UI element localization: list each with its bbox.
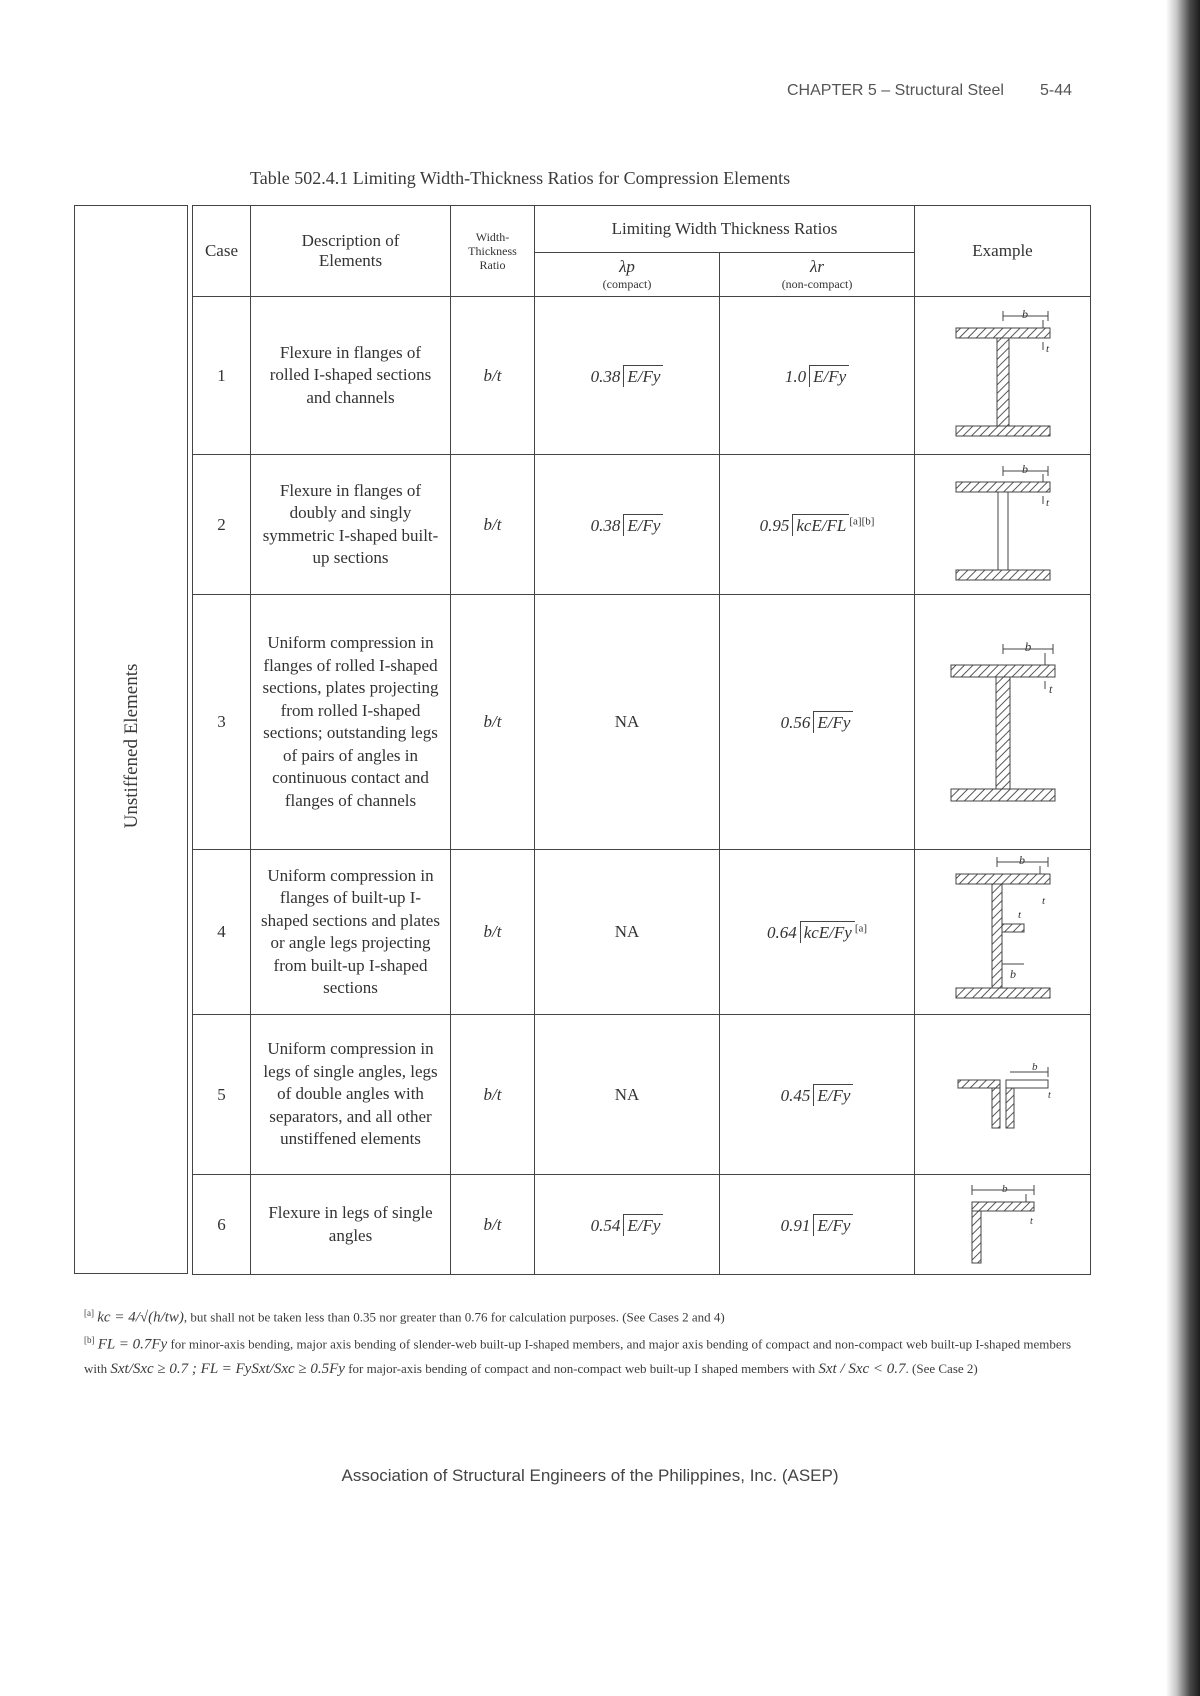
rolled-i-section-icon	[943, 635, 1063, 810]
lambda-r-value: 1.0 E/Fy	[720, 297, 915, 455]
table-row	[193, 455, 1091, 595]
lambda-r-value: 0.45 E/Fy	[720, 1015, 915, 1175]
description: Uniform compression in legs of single angles, legs of double angles with separators, and all other unstiffened elements	[251, 1015, 451, 1175]
description: Flexure in legs of single angles	[251, 1175, 451, 1275]
lambda-p-value: NA	[535, 595, 720, 850]
col-example: Example	[915, 206, 1091, 297]
lambda-p-note: (compact)	[602, 277, 652, 291]
svg-text:t: t	[1045, 342, 1049, 355]
header-row	[193, 206, 1091, 253]
double-angle-section-icon	[948, 1050, 1058, 1140]
svg-text:t: t	[1017, 909, 1021, 921]
ratios-table	[192, 205, 1091, 1275]
description: Uniform compression in flanges of rolled I-shaped sections, plates projecting from rolled I-shaped sections; outstanding legs of pairs of angles in continuous contact and flanges of channels	[251, 595, 451, 850]
width-thickness-ratio: b/t	[451, 595, 535, 850]
col-description: Description of Elements	[251, 206, 451, 297]
svg-text:b: b	[1031, 1060, 1038, 1073]
table-row	[193, 1015, 1091, 1175]
example-built-up-with-plates	[915, 850, 1091, 1015]
svg-text:t: t	[1029, 1215, 1033, 1227]
side-label-unstiffened: Unstiffened Elements	[121, 663, 142, 829]
example-i-shape-rolled-uniform	[915, 595, 1091, 850]
built-up-i-section-icon	[948, 462, 1058, 587]
svg-text:t: t	[1048, 681, 1052, 696]
width-thickness-ratio: b/t	[451, 297, 535, 455]
case-number: 1	[193, 297, 251, 455]
col-lambda-p	[535, 253, 720, 297]
footnote-b: [b] FL = 0.7Fy for minor-axis bending, major axis bending of slender-web built-up I-shaped members, and major axis bending of compact and non-compact web built-up I-shaped members with Sxt/Sxc ≥ 0.7 ; FL = FySxt/Sxc ≥ 0.5Fy for major-axis bending of compact and non-compact web built-up I shaped members with Sxt / Sxc < 0.7. (See Case 2)	[84, 1335, 1071, 1377]
footnote-a: [a] kc = 4/√(h/tw), but shall not be taken less than 0.35 nor greater than 0.76 for calculation purposes. (See Cases 2 and 4)	[84, 1308, 725, 1326]
lambda-p-value: 0.38 E/Fy	[535, 297, 720, 455]
built-up-plated-section-icon	[948, 852, 1058, 1012]
example-double-angles	[915, 1015, 1091, 1175]
svg-text:b: b	[1001, 1182, 1008, 1195]
lambda-r-value: 0.64 kcE/Fy [a]	[720, 850, 915, 1015]
case-number: 5	[193, 1015, 251, 1175]
case-number: 4	[193, 850, 251, 1015]
lambda-p-value: 0.38 E/Fy	[535, 455, 720, 595]
footnotes	[84, 1302, 1084, 1381]
rolled-i-section-icon	[948, 306, 1058, 446]
case-number: 6	[193, 1175, 251, 1275]
lambda-p-value: NA	[535, 850, 720, 1015]
single-angle-section-icon	[958, 1180, 1048, 1270]
chapter-title: CHAPTER 5 – Structural Steel	[787, 82, 1004, 99]
side-column	[74, 205, 188, 1274]
col-ratio: Width-Thickness Ratio	[451, 206, 535, 297]
col-case: Case	[193, 206, 251, 297]
lambda-r-symbol: λr	[810, 257, 824, 276]
description: Uniform compression in flanges of built-up I-shaped sections and plates or angle legs projecting from built-up I-shaped sections	[251, 850, 451, 1015]
description: Flexure in flanges of rolled I-shaped sections and channels	[251, 297, 451, 455]
table-caption: Table 502.4.1 Limiting Width-Thickness Ratios for Compression Elements	[250, 168, 791, 188]
kc-formula: kc = 4/√(h/tw)	[97, 1309, 184, 1326]
table-row	[193, 850, 1091, 1015]
svg-text:b: b	[1018, 853, 1025, 867]
limiting-ratios-table	[74, 205, 1090, 1274]
col-lambda-r	[720, 253, 915, 297]
description: Flexure in flanges of doubly and singly symmetric I-shaped built-up sections	[251, 455, 451, 595]
width-thickness-ratio: b/t	[451, 1175, 535, 1275]
svg-text:b: b	[1021, 462, 1028, 476]
svg-text:t: t	[1047, 1089, 1051, 1101]
case-number: 3	[193, 595, 251, 850]
lambda-p-symbol: λp	[619, 257, 635, 276]
lambda-p-value: NA	[535, 1015, 720, 1175]
table-row	[193, 1175, 1091, 1275]
width-thickness-ratio: b/t	[451, 850, 535, 1015]
svg-text:b: b	[1021, 306, 1028, 321]
page-number: 5-44	[1039, 82, 1072, 99]
lambda-r-value: 0.56 E/Fy	[720, 595, 915, 850]
svg-text:t: t	[1045, 497, 1049, 509]
page-footer: Association of Structural Engineers of the Philippines, Inc. (ASEP)	[341, 1466, 839, 1485]
page-binding-shadow	[1166, 0, 1200, 1696]
lambda-r-value: 0.91 E/Fy	[720, 1175, 915, 1275]
fl-formula: FL = 0.7Fy	[97, 1336, 168, 1353]
example-single-angle	[915, 1175, 1091, 1275]
table-row	[193, 297, 1091, 455]
lambda-r-value: 0.95 kcE/FL [a][b]	[720, 455, 915, 595]
table-row	[193, 595, 1091, 850]
lambda-p-value: 0.54 E/Fy	[535, 1175, 720, 1275]
svg-text:t: t	[1041, 895, 1045, 907]
col-limiting: Limiting Width Thickness Ratios	[535, 206, 915, 253]
svg-text:b: b	[1024, 638, 1031, 654]
width-thickness-ratio: b/t	[451, 1015, 535, 1175]
svg-text:b: b	[1009, 967, 1016, 981]
example-i-shape-built-up	[915, 455, 1091, 595]
lambda-r-note: (non-compact)	[781, 277, 853, 291]
running-header	[0, 82, 1072, 100]
width-thickness-ratio: b/t	[451, 455, 535, 595]
footnote-ref: [a][b]	[849, 514, 875, 527]
example-i-shape-rolled	[915, 297, 1091, 455]
case-number: 2	[193, 455, 251, 595]
footnote-ref: [a]	[854, 922, 868, 935]
